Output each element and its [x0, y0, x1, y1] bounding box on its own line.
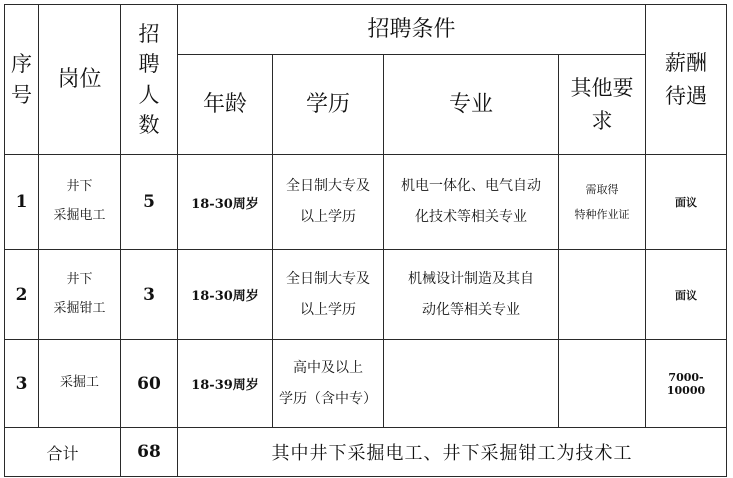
header-major-text: 专业: [448, 92, 493, 117]
row-education-line2: 以上学历: [300, 209, 356, 225]
header-major: [384, 55, 559, 155]
row-position: [39, 340, 121, 428]
header-pay: [646, 5, 727, 155]
row-education: [273, 250, 384, 340]
row-age: 18-39周岁: [178, 340, 273, 428]
row-other: [559, 250, 646, 340]
row-education-line1: 全日制大专及: [286, 178, 370, 195]
header-position: [39, 5, 121, 155]
row-age: 18-30周岁: [178, 155, 273, 250]
row-count: 3: [121, 250, 178, 340]
header-age: [178, 55, 273, 155]
row-seq: 2: [5, 250, 39, 340]
header-age-text: 年龄: [202, 92, 247, 117]
row-major-line1: 机械设计制造及其自: [408, 270, 534, 287]
header-seq-text: 序号: [11, 52, 32, 107]
header-other: [559, 55, 646, 155]
row-position-line2: 采掘电工: [53, 208, 106, 223]
table-row: [5, 340, 727, 428]
row-education-line2: 学历（含中专）: [279, 390, 377, 407]
header-pay-text: 薪酬待遇: [665, 50, 708, 108]
row-position-line1: 井下: [66, 179, 93, 195]
row-pay: 7000-10000: [646, 340, 727, 428]
row-other-line1: 需取得: [585, 182, 619, 196]
row-education-line1: 高中及以上: [293, 359, 363, 376]
row-major: [384, 155, 559, 250]
row-seq: 1: [5, 155, 39, 250]
row-count: 60: [121, 340, 178, 428]
row-pay: 面议: [646, 155, 727, 250]
summary-count: 68: [121, 428, 178, 477]
row-education: [273, 340, 384, 428]
summary-row: [5, 428, 727, 477]
table-row: [5, 250, 727, 340]
header-other-text: 其他要求: [570, 75, 634, 133]
summary-note: 其中井下采掘电工、井下采掘钳工为技术工: [178, 428, 727, 477]
row-major-line2: 动化等相关专业: [422, 301, 520, 318]
table-row: [5, 155, 727, 250]
row-other: [559, 340, 646, 428]
row-age: 18-30周岁: [178, 250, 273, 340]
header-conditions: [178, 5, 646, 55]
summary-label: 合计: [5, 428, 121, 477]
header-position-text: 岗位: [57, 67, 102, 92]
header-headcount-text: 招聘人数: [138, 21, 160, 137]
row-seq: 3: [5, 340, 39, 428]
header-education-text: 学历: [305, 92, 350, 117]
row-count: 5: [121, 155, 178, 250]
row-position-line1: 采掘工: [59, 375, 99, 391]
row-pay: 面议: [646, 250, 727, 340]
header-row-top: [5, 5, 727, 55]
row-major: [384, 250, 559, 340]
row-other: [559, 155, 646, 250]
recruitment-table: [4, 4, 727, 477]
row-major-line1: 机电一体化、电气自动: [401, 178, 541, 195]
row-position-line2: 采掘钳工: [53, 300, 106, 316]
header-education: [273, 55, 384, 155]
header-headcount: [121, 5, 178, 155]
row-major-line2: 化技术等相关专业: [415, 209, 527, 225]
row-education-line1: 全日制大专及: [286, 270, 370, 287]
header-seq: [5, 5, 39, 155]
header-conditions-text: 招聘条件: [367, 17, 456, 42]
row-other-line2: 特种作业证: [574, 208, 630, 221]
row-position: [39, 155, 121, 250]
row-education-line2: 以上学历: [300, 301, 356, 318]
row-position-line1: 井下: [66, 271, 93, 287]
row-major: [384, 340, 559, 428]
row-position: [39, 250, 121, 340]
row-education: [273, 155, 384, 250]
